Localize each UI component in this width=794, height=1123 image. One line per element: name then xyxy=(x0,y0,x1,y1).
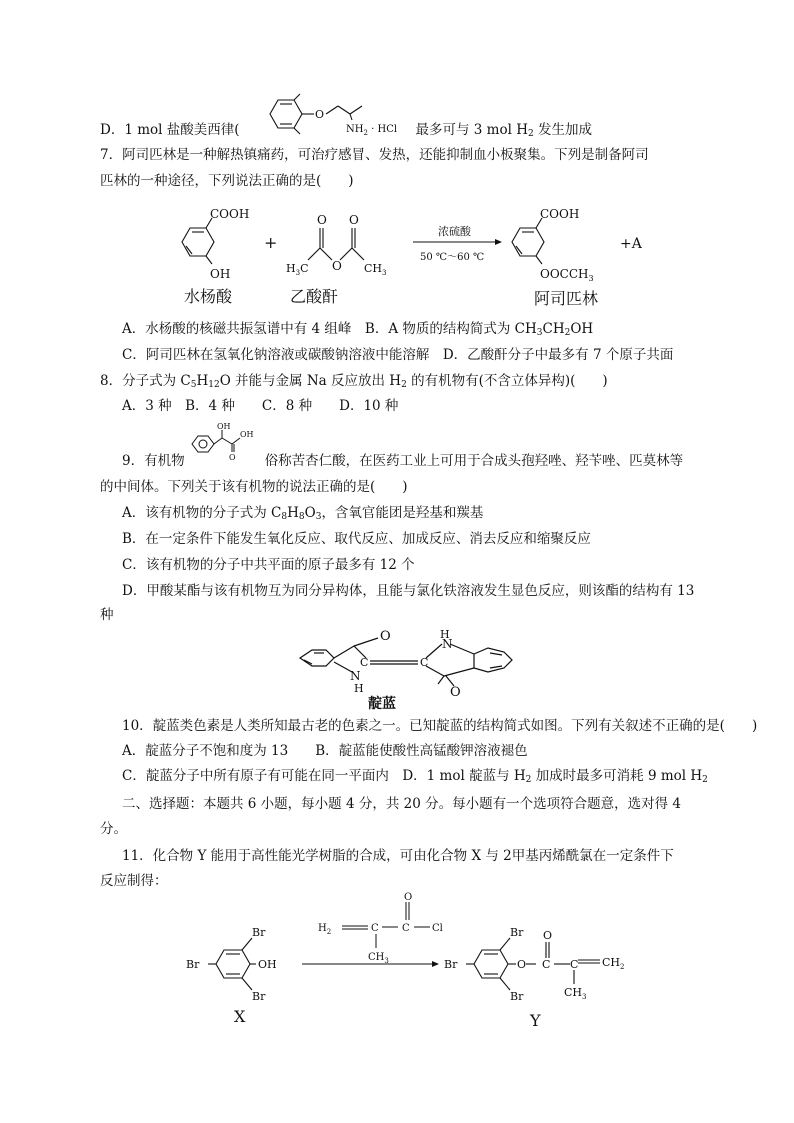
svg-text:C: C xyxy=(420,656,429,669)
svg-text:O: O xyxy=(517,958,527,971)
q7-stem-line2: 匹林的一种途径，下列说法正确的是( ) xyxy=(100,173,354,189)
svg-text:Br: Br xyxy=(510,926,524,939)
section2-heading-line1: 二、选择题：本题共 6 小题，每小题 4 分，共 20 分。每小题有一个选项符合题意，选对得 4 xyxy=(122,796,681,812)
svg-text:Br: Br xyxy=(252,990,266,1003)
name-salicylic-acid: 水杨酸 xyxy=(184,287,233,306)
q7-options-cd: C．阿司匹林在氢氧化钠溶液或碳酸钠溶液中能溶解 D．乙酸酐分子中最多有 7 个原子共面 xyxy=(122,347,674,363)
ether-oxygen: O xyxy=(315,108,325,121)
q11-stem-line1: 11．化合物 Y 能用于高性能光学树脂的合成，可由化合物 X 与 2甲基丙烯酰氯在一定条件下 xyxy=(122,848,674,864)
svg-text:OOCCH3: $OOCCH_3$ xyxy=(540,267,594,283)
q11-stem-line2: 反应制得： xyxy=(100,873,168,889)
svg-text:O: O xyxy=(543,929,553,942)
q9-option-d-line1: D．甲酸某酯与该有机物互为同分异构体，且能与氯化铁溶液发生显色反应，则该酯的结构有 13 xyxy=(122,583,695,599)
q9-option-a: A．该有机物的分子式为 $C_8H_8O_3$，含氧官能团是羟基和羰基 xyxy=(122,505,484,522)
q10-stem: 10．靛蓝类色素是人类所知最古老的色素之一。已知靛蓝的结构简式如图。下列有关叙述不正确的是( ) xyxy=(122,718,758,734)
q10-options-ab: A．靛蓝分子不饱和度为 13 B．靛蓝能使酸性高锰酸钾溶液褪色 xyxy=(122,743,528,759)
q6-option-d: D．1 mol 盐酸美西律( 最多可与 3 mol $H_2$ 发生加成 xyxy=(100,122,593,139)
name-aspirin: 阿司匹林 xyxy=(534,289,599,308)
q11-reaction-scheme xyxy=(180,892,640,1032)
svg-text:N: N xyxy=(350,669,361,683)
svg-text:C: C xyxy=(402,923,410,934)
svg-text:Br: Br xyxy=(510,990,524,1003)
svg-text:Br: Br xyxy=(444,958,458,971)
indigo-structure xyxy=(290,624,530,710)
svg-text:O: O xyxy=(450,685,461,700)
svg-text:O: O xyxy=(380,629,391,644)
q9-stem-line1: 9．有机物 俗称苦杏仁酸，在医药工业上可用于合成头孢羟唑、羟苄唑、匹莫林等 xyxy=(122,453,684,469)
q8-stem: 8．分子式为 $C_5H_{12}O$ 并能与金属 Na 反应放出 $H_2$ 的有机物有(不含立体异构)( ) xyxy=(100,373,608,390)
svg-text:O: O xyxy=(404,892,413,903)
name-acetic-anhydride: 乙酸酐 xyxy=(290,287,339,306)
svg-text:H: H xyxy=(354,682,364,695)
condition-label: 50 ℃～60 ℃ xyxy=(420,252,485,263)
svg-text:OH: OH xyxy=(240,430,254,439)
q10-options-cd: C．靛蓝分子中所有原子有可能在同一平面内 D．1 mol 靛蓝与 $H_2$ 加成时最多可消耗 9 mol $H_2$ xyxy=(122,768,708,785)
svg-text:H: H xyxy=(440,628,450,641)
svg-text:H2: $H_2$ xyxy=(318,923,332,936)
svg-text:C: C xyxy=(360,656,369,669)
q9-option-b: B．在一定条件下能发生氧化反应、取代反应、加成反应、消去反应和缩聚反应 xyxy=(122,531,591,547)
svg-text:Br: Br xyxy=(252,926,266,939)
svg-text:H3C: $H_3C$ xyxy=(286,262,309,277)
svg-text:O: O xyxy=(317,213,327,227)
svg-text:O: O xyxy=(229,453,236,462)
q9-stem-line2: 的中间体。下列关于该有机物的说法正确的是( ) xyxy=(100,479,408,495)
svg-text:CH3: $CH_3$ xyxy=(564,986,587,1001)
reagent-label: 浓硫酸 xyxy=(438,225,471,238)
q9-option-d-line2: 种 xyxy=(100,607,114,623)
svg-text:OH: OH xyxy=(258,958,277,971)
svg-text:OH: OH xyxy=(210,267,231,281)
q9-option-c: C．该有机物的分子中共平面的原子最多有 12 个 xyxy=(122,557,415,573)
svg-text:OH: OH xyxy=(217,422,231,431)
svg-text:Br: Br xyxy=(186,958,200,971)
aspirin-synthesis-scheme xyxy=(168,198,658,316)
svg-text:O: O xyxy=(349,213,359,227)
amine-hcl-label: $NH_2$ · HCl xyxy=(346,124,398,137)
mexiletine-structure xyxy=(256,92,446,138)
svg-text:COOH: COOH xyxy=(540,207,580,221)
svg-text:C: C xyxy=(542,958,551,971)
indigo-name: 靛蓝 xyxy=(368,696,396,710)
svg-text:COOH: COOH xyxy=(210,207,250,221)
section2-heading-line2: 分。 xyxy=(100,821,127,837)
q7-options-ab: A．水杨酸的核磁共振氢谱中有 4 组峰 B．A 物质的结构简式为 $CH_3CH_2OH$ xyxy=(122,321,594,338)
q8-options: A．3 种 B．4 种 C．8 种 D．10 种 xyxy=(122,398,399,414)
svg-text:C: C xyxy=(371,923,379,934)
svg-text:+A: +A xyxy=(620,236,642,252)
svg-text:O: O xyxy=(332,259,342,273)
q7-stem-line1: 7．阿司匹林是一种解热镇痛药，可治疗感冒、发热，还能抑制血小板聚集。下列是制备阿司 xyxy=(100,147,649,163)
svg-text:C: C xyxy=(570,958,579,971)
svg-text:CH2: $CH_2$ xyxy=(602,956,625,971)
svg-text:CH3: $CH_3$ xyxy=(364,262,387,277)
compound-y-label: Y xyxy=(530,1011,541,1030)
svg-text:CH3: $CH_3$ xyxy=(368,952,389,965)
svg-text:N: N xyxy=(442,637,453,651)
compound-x-label: X xyxy=(234,1007,246,1026)
svg-text:Cl: Cl xyxy=(432,923,443,934)
svg-text:+: + xyxy=(264,233,278,252)
